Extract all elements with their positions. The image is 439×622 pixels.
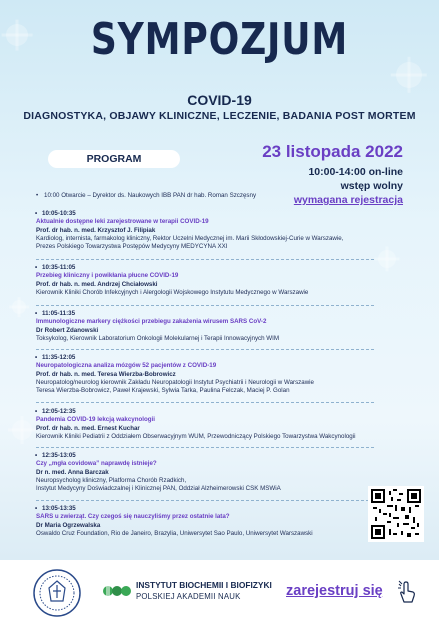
session-speaker: Dr Robert Zdanowski (36, 326, 99, 334)
session-affiliation: Kierownik Kliniki Chorób Infekcyjnych i Alergologii Wojskowego Instytutu Medycznego w Warszawie (36, 288, 309, 296)
registration-qr-code[interactable] (368, 486, 424, 542)
virus-decoration (378, 250, 396, 268)
session-affiliation: Neuropatolog/neurolog kierownik Zakładu Neuropatologii Instytut Psychiatrii i Neurologii w Warszawie (36, 378, 314, 386)
session-time: • 13:05-13:35 (36, 505, 366, 513)
session-talk: SARS u zwierząt. Czy czegoś się nauczyliśmy przez ostatnie lata? (36, 513, 230, 521)
session-6 (36, 452, 366, 493)
session-speaker: Dr n. med. Anna Barczak (36, 468, 109, 476)
poster-topics: DIAGNOSTYKA, OBJAWY KLINICZNE, LECZENIE, BADANIA POST MORTEM (23, 110, 416, 122)
session-7 (36, 505, 366, 538)
institute-academy: POLSKIEJ AKADEMII NAUK (136, 592, 241, 601)
session-1 (36, 210, 366, 251)
session-affiliation-2: Teresa Wierzba-Bobrowicz, Paweł Krajewski, Sylwia Tarka, Paulina Felczak, Maciej P. Golan (36, 387, 290, 395)
qr-code-icon (371, 489, 421, 539)
session-affiliation: Neuropsycholog kliniczny, Platforma Chorób Rzadkich, (36, 476, 187, 484)
opening-line: • 10:00 Otwarcie – Dyrektor ds. Naukowych IBB PAN dr hab. Roman Szczęsny (36, 192, 256, 199)
event-date: 23 listopada 2022 (262, 142, 403, 161)
session-time: • 10:35-11:05 (36, 264, 366, 272)
poster-title: SYMPOZJUM (90, 14, 349, 65)
free-entry: wstęp wolny (340, 180, 403, 192)
session-speaker: Prof. dr hab. n. med. Ernest Kuchar (36, 424, 140, 432)
session-time: • 12:05-12:35 (36, 408, 366, 416)
poster-subtitle: COVID-19 (187, 92, 252, 108)
session-4 (36, 354, 366, 395)
session-talk: Neuropatologiczna analiza mózgów 52 pacjentów z COVID-19 (36, 362, 217, 370)
program-label: PROGRAM (48, 150, 180, 168)
session-talk: Czy „mgła covidowa” naprawdę istnieje? (36, 460, 157, 468)
university-seal-logo (32, 568, 82, 618)
registration-required-link[interactable]: wymagana rejestracja (293, 194, 403, 206)
virus-decoration (12, 420, 32, 440)
session-5 (36, 408, 366, 441)
session-speaker: Prof. dr hab. n. med. Teresa Wierzba-Bobrowicz (36, 370, 176, 378)
session-divider (36, 402, 374, 403)
session-speaker: Dr Maria Ogrzewalska (36, 521, 101, 529)
session-affiliation: Oswaldo Cruz Foundation, Rio de Janeiro, Brazylia, Uniwersytet Sao Paulo, Uniwersytet Warszawski (36, 529, 313, 537)
pointing-hand-icon (396, 580, 418, 604)
virus-decoration (6, 24, 28, 46)
session-affiliation-2: Prezes Polskiego Towarzystwa Postępów Medycyny MEDYCYNA XXI (36, 243, 228, 251)
virus-decoration (396, 62, 422, 88)
session-affiliation-2: Instytut Medycyny Doświadczalnej i Klinicznej PAN, Oddział Alzheimerowski CSK MSWiA (36, 485, 281, 493)
session-divider (36, 349, 374, 350)
session-talk: Przebieg kliniczny i powikłania płucne COVID-19 (36, 272, 179, 280)
session-divider (36, 305, 374, 306)
session-speaker: Prof. dr hab. n. med. Krzysztof J. Filipiak (36, 226, 156, 234)
session-2 (36, 264, 366, 297)
session-affiliation: Kardiolog, internista, farmakolog kliniczny, Rektor Uczelni Medycznej im. Marii Skłodowskiej-Curie w Warszawie, (36, 234, 344, 242)
virus-decoration (12, 300, 26, 314)
session-divider (36, 259, 374, 260)
session-talk: Aktualnie dostępne leki zarejestrowane w terapii COVID-19 (36, 218, 209, 226)
event-time: 10:00-14:00 on-line (308, 166, 403, 178)
ibb-logo-icon (102, 578, 132, 604)
session-time: • 11:05-11:35 (36, 310, 366, 318)
session-talk: Pandemia COVID-19 lekcją wakcynologii (36, 416, 155, 424)
session-affiliation: Toksykolog, Kierownik Laboratorium Onkologii Molekularnej i Terapii Innowacyjnych WIM (36, 334, 280, 342)
session-time: • 10:05-10:35 (36, 210, 366, 218)
register-link[interactable]: zarejestruj się (286, 583, 383, 599)
session-speaker: Prof. dr hab. n. med. Andrzej Chciałowski (36, 280, 158, 288)
session-time: • 11:35-12:05 (36, 354, 366, 362)
institute-name: INSTYTUT BIOCHEMII I BIOFIZYKI (136, 580, 272, 590)
session-time: • 12:35-13:05 (36, 452, 366, 460)
session-divider (36, 500, 374, 501)
session-divider (36, 447, 374, 448)
session-talk: Immunologiczne markery ciężkości przebiegu zakażenia wirusem SARS CoV-2 (36, 318, 267, 326)
session-affiliation: Kierownik Kliniki Pediatrii z Oddziałem Obserwacyjnym WUM, Przewodniczący Polskiego Towarzystwa Wakcynologii (36, 432, 356, 440)
session-3 (36, 310, 366, 343)
